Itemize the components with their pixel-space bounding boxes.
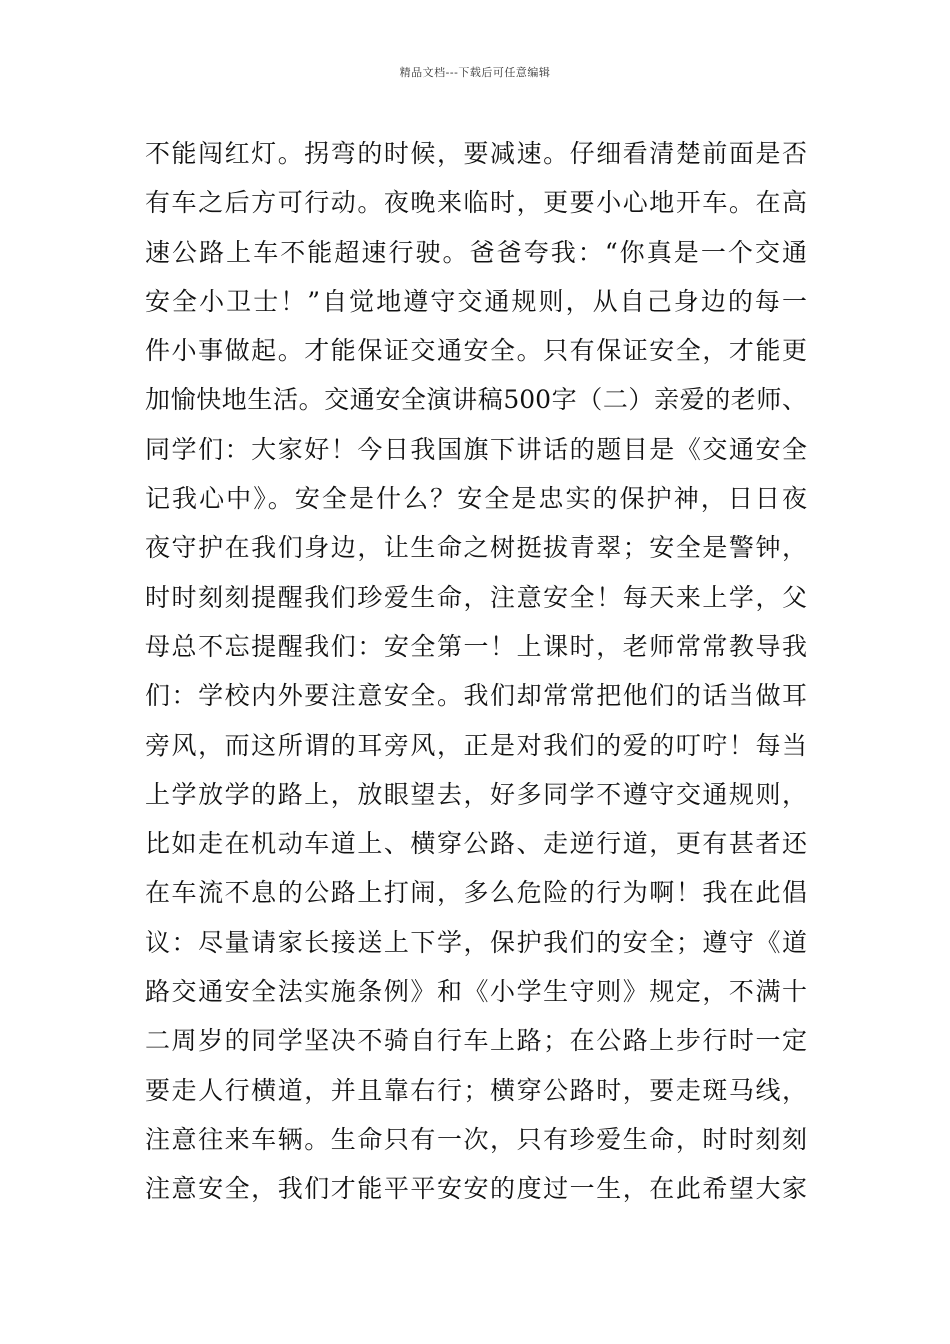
text-line: 们：学校内外要注意安全。我们却常常把他们的话当做耳: [145, 681, 807, 711]
text-line: 议：尽量请家长接送上下学，保护我们的安全；遵守《道: [145, 927, 807, 957]
text-line: 速公路上车不能超速行驶。爸爸夸我：“你真是一个交通: [145, 237, 807, 267]
text-line: 要走人行横道，并且靠右行；横穿公路时，要走斑马线，: [145, 1075, 807, 1105]
text-line: 上学放学的路上，放眼望去，好多同学不遵守交通规则，: [145, 779, 807, 809]
text-line: 记我心中》。安全是什么？安全是忠实的保护神，日日夜: [145, 484, 807, 514]
text-line: 有车之后方可行动。夜晚来临时，更要小心地开车。在高: [145, 188, 807, 218]
text-line: 路交通安全法实施条例》和《小学生守则》规定，不满十: [145, 977, 807, 1007]
text-line: 在车流不息的公路上打闹，多么危险的行为啊！我在此倡: [145, 878, 807, 908]
text-line: 加愉快地生活。交通安全演讲稿500字（二）亲爱的老师、: [145, 385, 807, 415]
text-line: 不能闯红灯。拐弯的时候，要减速。仔细看清楚前面是否: [145, 139, 807, 168]
text-line: 夜守护在我们身边，让生命之树挺拔青翠；安全是警钟，: [145, 533, 807, 563]
text-line: 旁风，而这所谓的耳旁风，正是对我们的爱的叮咛！每当: [145, 730, 807, 760]
text-line: 母总不忘提醒我们：安全第一！上课时，老师常常教导我: [145, 631, 807, 661]
text-line: 时时刻刻提醒我们珍爱生命，注意安全！每天来上学，父: [145, 582, 807, 612]
text-line: 安全小卫士！”自觉地遵守交通规则，从自己身边的每一: [145, 286, 807, 316]
text-line: 件小事做起。才能保证交通安全。只有保证安全，才能更: [145, 336, 807, 366]
text-line: 注意安全，我们才能平平安安的度过一生，在此希望大家: [145, 1174, 807, 1204]
body-text: [145, 129, 807, 1214]
text-line: 注意往来车辆。生命只有一次，只有珍爱生命，时时刻刻: [145, 1124, 807, 1154]
text-line: 比如走在机动车道上、横穿公路、走逆行道，更有甚者还: [145, 829, 807, 859]
text-line: 二周岁的同学坚决不骑自行车上路；在公路上步行时一定: [145, 1026, 807, 1056]
text-line: 同学们：大家好！今日我国旗下讲话的题目是《交通安全: [145, 434, 807, 464]
page-header: 精品文档---下载后可任意编辑: [399, 66, 551, 79]
